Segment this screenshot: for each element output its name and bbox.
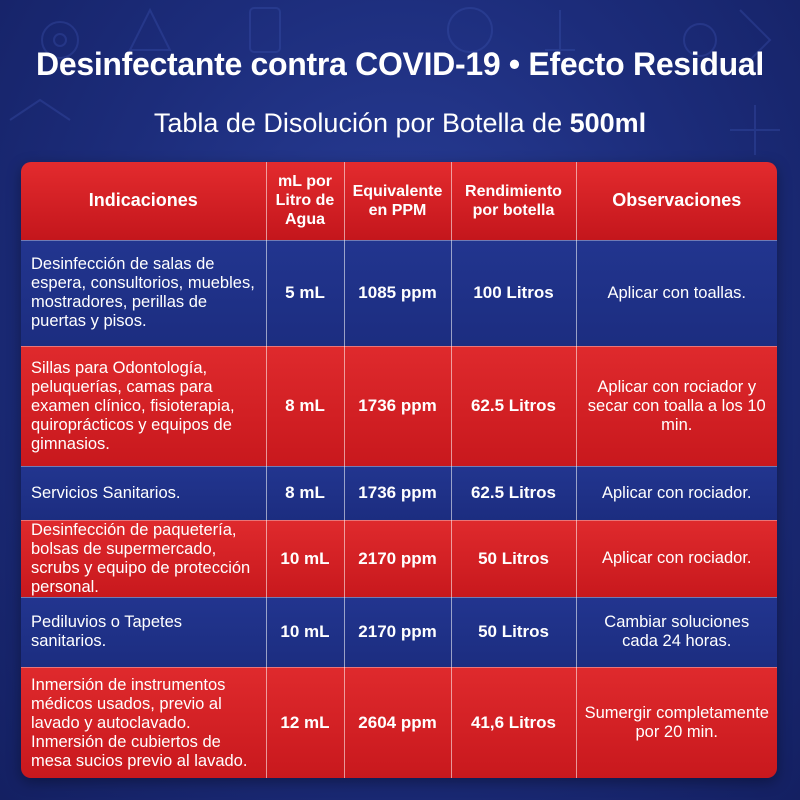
table-row bbox=[21, 520, 777, 597]
cell-rendimiento: 50 Litros bbox=[451, 520, 576, 597]
cell-ml: 10 mL bbox=[266, 520, 344, 597]
cell-rendimiento: 100 Litros bbox=[451, 240, 576, 346]
cell-ppm: 2604 ppm bbox=[344, 667, 451, 778]
col-header-indicaciones: Indicaciones bbox=[21, 162, 266, 240]
cell-ml: 12 mL bbox=[266, 667, 344, 778]
cell-observaciones: Sumergir completamente por 20 min. bbox=[576, 667, 777, 778]
cell-observaciones: Aplicar con toallas. bbox=[576, 240, 777, 346]
cell-ml: 10 mL bbox=[266, 597, 344, 667]
subtitle-text: Tabla de Disolución por Botella de bbox=[153, 108, 570, 138]
cell-rendimiento: 50 Litros bbox=[451, 597, 576, 667]
subtitle-bottle-size: 500ml bbox=[569, 108, 647, 138]
col-header-observaciones: Observaciones bbox=[576, 162, 777, 240]
table-row bbox=[21, 597, 777, 667]
dilution-table bbox=[21, 162, 777, 778]
cell-observaciones: Cambiar soluciones cada 24 horas. bbox=[576, 597, 777, 667]
page-title: Desinfectante contra COVID-19 • Efecto Residual bbox=[36, 46, 764, 82]
cell-indicaciones: Desinfección de paquetería, bolsas de supermercado, scrubs y equipo de protección personal. bbox=[21, 520, 266, 597]
cell-ppm: 1736 ppm bbox=[344, 466, 451, 520]
cell-ppm: 1736 ppm bbox=[344, 346, 451, 466]
cell-ppm: 2170 ppm bbox=[344, 520, 451, 597]
cell-rendimiento: 62.5 Litros bbox=[451, 466, 576, 520]
cell-observaciones: Aplicar con rociador. bbox=[576, 520, 777, 597]
table-header-row bbox=[21, 162, 777, 240]
cell-observaciones: Aplicar con rociador y secar con toalla a los 10 min. bbox=[576, 346, 777, 466]
cell-indicaciones: Inmersión de instrumentos médicos usados, previo al lavado y autoclavado. Inmersión de cubiertos de mesa sucios previo al lavado. bbox=[21, 667, 266, 778]
table-row bbox=[21, 466, 777, 520]
cell-ml: 8 mL bbox=[266, 346, 344, 466]
cell-ml: 8 mL bbox=[266, 466, 344, 520]
cell-ml: 5 mL bbox=[266, 240, 344, 346]
cell-observaciones: Aplicar con rociador. bbox=[576, 466, 777, 520]
table-row bbox=[21, 346, 777, 466]
cell-ppm: 2170 ppm bbox=[344, 597, 451, 667]
cell-indicaciones: Desinfección de salas de espera, consultorios, muebles, mostradores, perillas de puertas y pisos. bbox=[21, 240, 266, 346]
page-subtitle bbox=[0, 108, 800, 139]
cell-indicaciones: Pediluvios o Tapetes sanitarios. bbox=[21, 597, 266, 667]
cell-indicaciones: Servicios Sanitarios. bbox=[21, 466, 266, 520]
cell-ppm: 1085 ppm bbox=[344, 240, 451, 346]
cell-rendimiento: 62.5 Litros bbox=[451, 346, 576, 466]
cell-indicaciones: Sillas para Odontología, peluquerías, camas para examen clínico, fisioterapia, quiroprácticos y equipos de gimnasios. bbox=[21, 346, 266, 466]
col-header-rendimiento: Rendimiento por botella bbox=[451, 162, 576, 240]
table-row bbox=[21, 240, 777, 346]
table-row bbox=[21, 667, 777, 778]
cell-rendimiento: 41,6 Litros bbox=[451, 667, 576, 778]
col-header-ppm: Equivalente en PPM bbox=[344, 162, 451, 240]
col-header-ml: mL por Litro de Agua bbox=[266, 162, 344, 240]
